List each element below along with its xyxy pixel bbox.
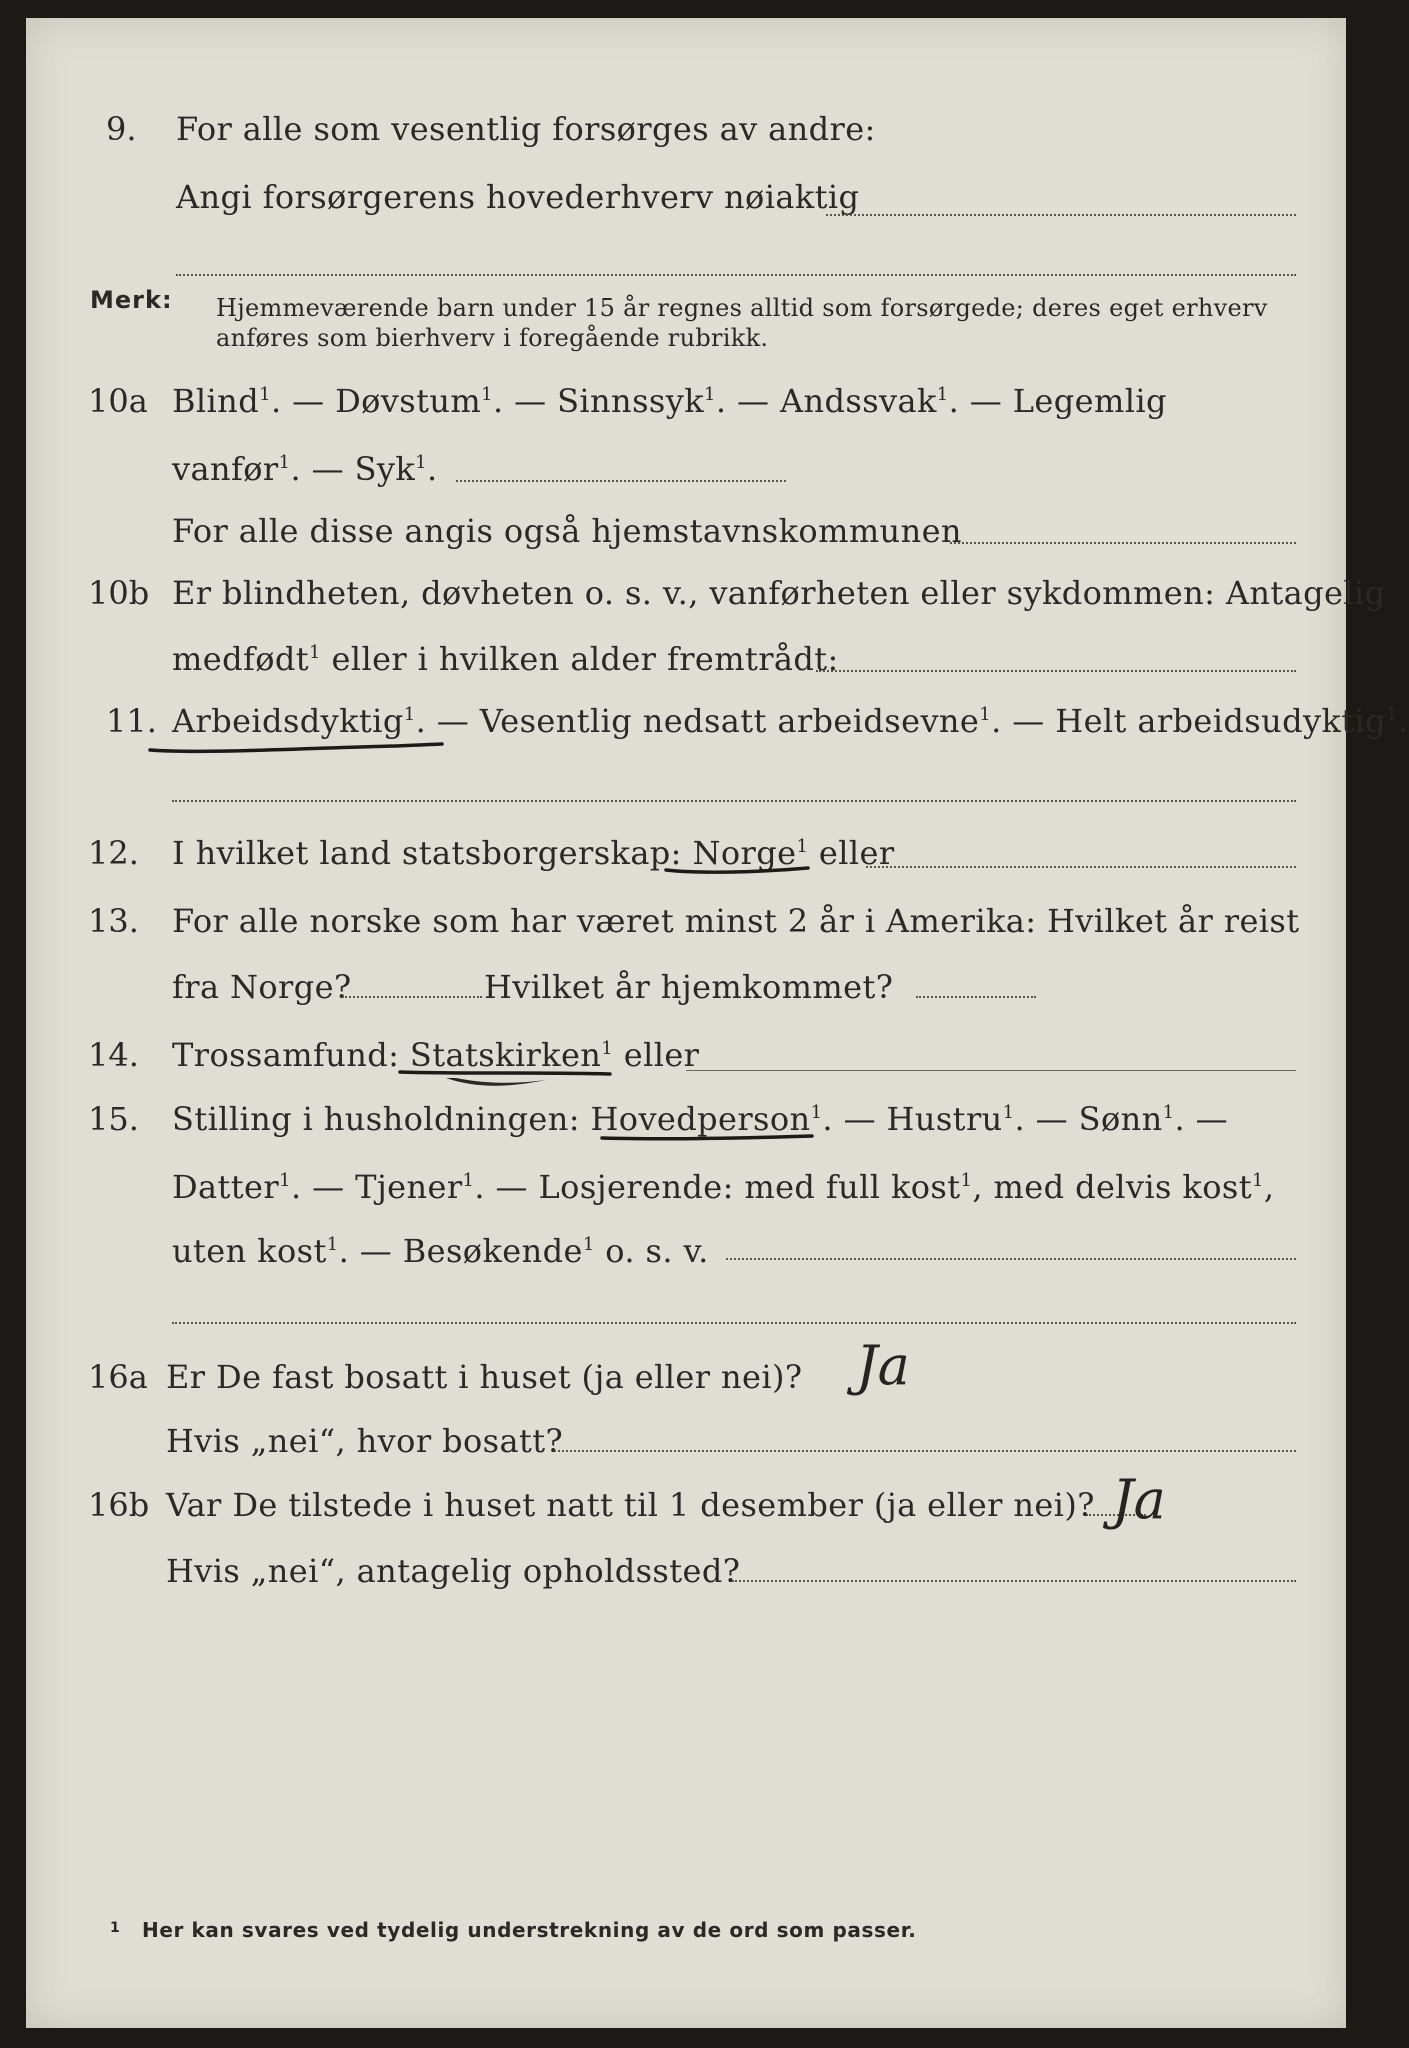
option-hustru: Hustru xyxy=(886,1100,1003,1138)
q16a-line2: Hvis „nei“, hvor bosatt? xyxy=(166,1422,564,1460)
merk-line1: Hjemmeværende barn under 15 år regnes alltid som forsørgede; deres eget erhverv xyxy=(216,294,1268,322)
q16b-number: 16b xyxy=(88,1486,150,1524)
q9-answer-line xyxy=(826,214,1296,216)
q10b-line1: Er blindheten, døvheten o. s. v., vanførheten eller sykdommen: Antagelig xyxy=(172,574,1386,612)
option-statskirken: Statskirken xyxy=(409,1036,602,1074)
q15-number: 15. xyxy=(88,1100,139,1138)
q13-number: 13. xyxy=(88,902,139,940)
option-sinnssyk: Sinnssyk xyxy=(557,382,704,420)
underline-norge xyxy=(662,858,812,878)
q12-line: I hvilket land statsborgerskap: Norge$^1$ eller xyxy=(172,834,895,872)
q13-line1: For alle norske som har været minst 2 år i Amerika: Hvilket år reist xyxy=(172,902,1300,940)
option-full-kost: med full kost xyxy=(744,1168,961,1206)
q10a-answer-line xyxy=(456,480,786,482)
option-vanfor: vanfør xyxy=(172,450,279,488)
option-dovstum: Døvstum xyxy=(335,382,482,420)
q9-line2: Angi forsørgerens hovederhverv nøiaktig xyxy=(176,178,860,216)
q13-hjemkommet: Hvilket år hjemkommet? xyxy=(484,968,894,1006)
q13-fra-norge: fra Norge? xyxy=(172,968,352,1006)
q16b-opholdssted-line xyxy=(732,1580,1296,1582)
footnote-text: Her kan svares ved tydelig understrekning av de ord som passer. xyxy=(142,1918,917,1942)
q10a-line2: vanfør$^1$. — Syk$^1$. xyxy=(172,450,438,488)
q15-line2: Datter$^1$. — Tjener$^1$. — Losjerende: med full kost$^1$, med delvis kost$^1$, xyxy=(172,1168,1275,1206)
option-medfodt: medfødt xyxy=(172,640,310,678)
q16b-handwritten-answer: Ja xyxy=(1112,1468,1166,1531)
q9-line1: For alle som vesentlig forsørges av andre: xyxy=(176,110,876,148)
q14-line: Trossamfund: Statskirken$^1$ eller xyxy=(172,1036,700,1074)
q15-answer-line xyxy=(726,1258,1296,1260)
q10a-line3: For alle disse angis også hjemstavnskommunen xyxy=(172,512,962,550)
q16a-number: 16a xyxy=(88,1358,148,1396)
q13-hjemkommet-line xyxy=(916,996,1036,998)
option-norge: Norge xyxy=(692,834,797,872)
option-syk: Syk xyxy=(354,450,416,488)
option-uten-kost: uten kost xyxy=(172,1232,327,1270)
option-besokende: Besøkende xyxy=(402,1232,583,1270)
q12-answer-line xyxy=(866,866,1296,868)
q15-line3: uten kost$^1$. — Besøkende$^1$ o. s. v. xyxy=(172,1232,709,1270)
q10a-hjemstavn-line xyxy=(950,542,1296,544)
underline-arbeidsdyktig xyxy=(146,724,446,754)
q14-answer-line xyxy=(686,1070,1296,1071)
option-arbeidsdyktig: Arbeidsdyktig xyxy=(172,702,404,740)
underline-hovedperson xyxy=(598,1126,818,1146)
q10a-number: 10a xyxy=(88,382,148,420)
option-legemlig: Legemlig xyxy=(1012,382,1167,420)
q15-answer-line-2 xyxy=(172,1322,1296,1324)
q10b-line2: medfødt$^1$ eller i hvilken alder fremtrådt: xyxy=(172,640,839,678)
option-tjener: Tjener xyxy=(355,1168,463,1206)
merk-label: Merk: xyxy=(90,286,173,314)
q16b-line2: Hvis „nei“, antagelig opholdssted? xyxy=(166,1552,741,1590)
option-sonn: Sønn xyxy=(1078,1100,1163,1138)
q9-number: 9. xyxy=(106,110,137,148)
option-helt-udyktig: Helt arbeidsudyktig xyxy=(1055,702,1387,740)
q11-answer-line xyxy=(172,800,1296,802)
q16a-line1: Er De fast bosatt i huset (ja eller nei)? xyxy=(166,1358,803,1396)
footnote-mark: 1 xyxy=(110,1920,121,1936)
q15-line1: Stilling i husholdningen: Hovedperson$^1$. — Hustru$^1$. — Sønn$^1$. — xyxy=(172,1100,1229,1138)
q11-line: Arbeidsdyktig$^1$. — Vesentlig nedsatt arbeidsevne$^1$. — Helt arbeidsudyktig$^1$. xyxy=(172,702,1409,740)
option-blind: Blind xyxy=(172,382,260,420)
census-form-page xyxy=(26,18,1409,2028)
q14-number: 14. xyxy=(88,1036,139,1074)
option-datter: Datter xyxy=(172,1168,280,1206)
q11-number: 11. xyxy=(106,702,157,740)
q10b-answer-line xyxy=(816,670,1296,672)
q16a-answer-line xyxy=(554,1450,1296,1452)
q10a-line1: Blind$^1$. — Døvstum$^1$. — Sinnssyk$^1$. — Andssvak$^1$. — Legemlig xyxy=(172,382,1167,420)
q16a-handwritten-answer: Ja xyxy=(856,1334,910,1397)
underline-statskirken xyxy=(396,1058,616,1098)
q16b-line1: Var De tilstede i huset natt til 1 desember (ja eller nei)? xyxy=(166,1486,1095,1524)
option-hovedperson: Hovedperson xyxy=(590,1100,811,1138)
q10b-number: 10b xyxy=(88,574,150,612)
q13-reist-line xyxy=(342,996,482,998)
merk-line2: anføres som bierhverv i foregående rubrikk. xyxy=(216,324,769,352)
option-andssvak: Andssvak xyxy=(779,382,937,420)
q9-answer-line-2 xyxy=(176,274,1296,276)
option-vesentlig-nedsatt: Vesentlig nedsatt arbeidsevne xyxy=(479,702,980,740)
option-delvis-kost: med delvis kost xyxy=(993,1168,1252,1206)
q12-number: 12. xyxy=(88,834,139,872)
